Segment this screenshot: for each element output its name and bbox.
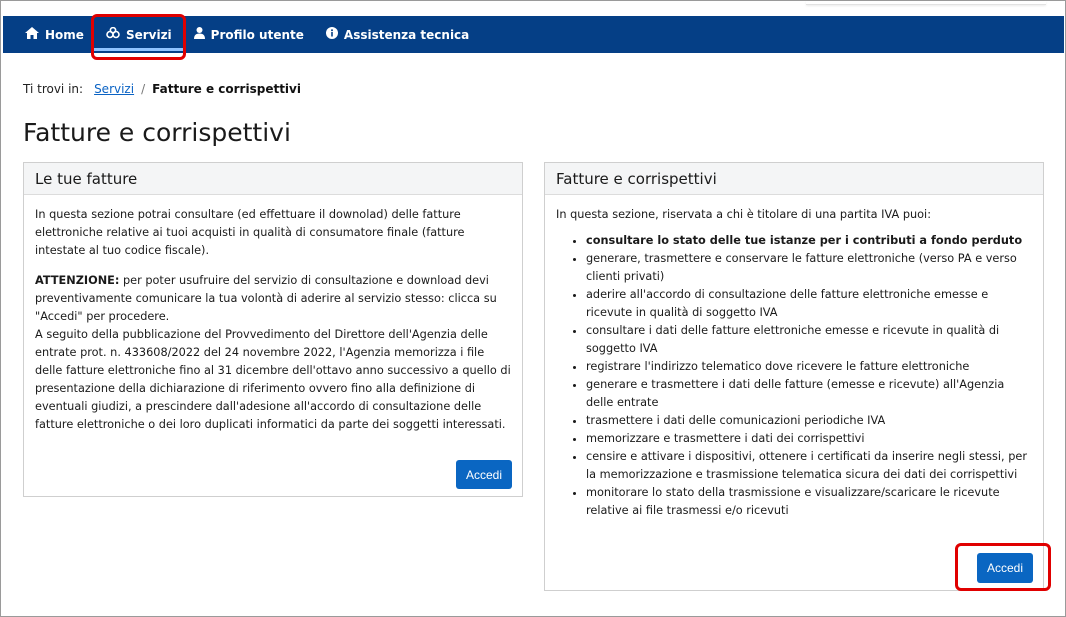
breadcrumb-separator: /: [141, 82, 146, 96]
nav-profilo-label: Profilo utente: [210, 27, 304, 42]
accedi-button-fatture-e-corrispettivi[interactable]: Accedi: [977, 553, 1033, 583]
card-intro: In questa sezione potrai consultare (ed effettuare il downolad) delle fatture elettroniche relative ai tuoi acquisti in qualità di consumatore finale (fatture intestate al tuo codice fiscale).: [35, 208, 465, 257]
nav-profilo-utente[interactable]: [194, 16, 304, 53]
user-icon: [194, 27, 205, 42]
card-title: Le tue fatture: [24, 163, 522, 195]
highlight-servizi: [91, 14, 186, 60]
attention-text: per poter usufruire del servizio di consultazione e download devi preventivamente comunicare la tua volontà di aderire al servizio stesso: clicca su "Accedi" per procedere.: [35, 274, 497, 323]
list-item: • trasmettere i dati delle comunicazioni periodiche IVA: [586, 412, 1032, 430]
info-icon: [326, 27, 338, 42]
retention-notice: A seguito della pubblicazione del Provvedimento del Direttore dell'Agenzia delle entrate prot. n. 433608/2022 del 24 novembre 2022, l'Agenzia memorizza i file delle fatture elettroniche fino al 31 dicembre dell'ottavo anno successivo a quello di presentazione della dichiarazione di riferimento ovvero fino alla definizione di eventuali giudizi, a prescindere dall'adesione all'accordo di consultazione delle fatture elettroniche o dei loro duplicati informatici da parte dei soggetti interessati.: [35, 328, 511, 431]
list-item: • consultare i dati delle fatture elettroniche emesse e ricevute in qualità di soggetto IVA: [586, 322, 1032, 358]
card-intro: In questa sezione, riservata a chi è titolare di una partita IVA puoi:: [556, 208, 932, 221]
list-item: • aderire all'accordo di consultazione delle fatture elettroniche emesse e ricevute in qualità di soggetto IVA: [586, 286, 1032, 322]
breadcrumb-link-servizi[interactable]: Servizi: [94, 82, 135, 96]
breadcrumb-current: Fatture e corrispettivi: [152, 82, 301, 96]
card-title: Fatture e corrispettivi: [545, 163, 1043, 195]
top-dropdown-edge: [806, 1, 1046, 5]
attention-label: ATTENZIONE:: [35, 274, 120, 287]
list-item: • memorizzare e trasmettere i dati dei corrispettivi: [586, 430, 1032, 448]
nav-home-label: Home: [45, 27, 84, 42]
nav-home[interactable]: [25, 16, 84, 53]
list-item: • generare e trasmettere i dati delle fatture (emesse e ricevute) all'Agenzia delle entrate: [586, 376, 1032, 412]
breadcrumb: [23, 82, 301, 96]
breadcrumb-label: Ti trovi in:: [23, 82, 84, 96]
list-item: • monitorare lo stato della trasmissione e visualizzare/scaricare le ricevute relative ai file trasmessi e/o ricevuti: [586, 484, 1032, 520]
card-body: [24, 195, 522, 434]
nav-assistenza-label: Assistenza tecnica: [343, 27, 470, 42]
list-item: • censire e attivare i dispositivi, ottenere i certificati da inserire negli stessi, per la memorizzazione e trasmissione telematica sicura dei dati dei corrispettivi: [586, 448, 1032, 484]
page-title: Fatture e corrispettivi: [23, 118, 291, 147]
attention-paragraph: [35, 272, 511, 326]
list-item: • consultare lo stato delle tue istanze per i contributi a fondo perduto: [586, 232, 1032, 250]
card-fatture-e-corrispettivi: [544, 162, 1044, 591]
card-body: [545, 195, 1043, 520]
services-list: [556, 232, 1032, 520]
accedi-button-le-tue-fatture[interactable]: Accedi: [456, 460, 512, 489]
nav-servizi-label: Servizi: [125, 27, 172, 42]
list-item: • generare, trasmettere e conservare le fatture elettroniche (verso PA e verso clienti privati): [586, 250, 1032, 286]
list-item: • registrare l'indirizzo telematico dove ricevere le fatture elettroniche: [586, 358, 1032, 376]
card-le-tue-fatture: [23, 162, 523, 497]
nav-assistenza-tecnica[interactable]: [326, 16, 469, 53]
highlight-accedi: [955, 543, 1051, 591]
home-icon: [25, 27, 39, 42]
